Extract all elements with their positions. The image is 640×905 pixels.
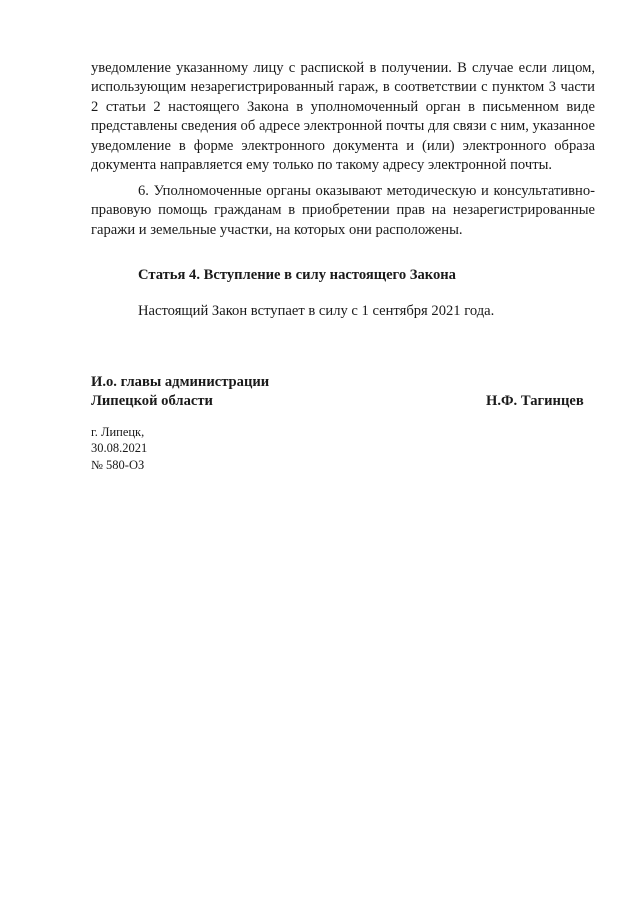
paragraph-6-text: 6. Уполномоченные органы оказывают методическую и консультативно-правовую помощь гражданам в приобретении прав на незарегистрированные гаражи и земельные участки, на которых они расположены. <box>91 183 595 238</box>
footer-date: 30.08.2021 <box>91 441 148 456</box>
paragraph-continuation-text: уведомление указанному лицу с распиской в получении. В случае если лицом, использующим незарегистрированный гараж, в соответствии с пунктом 3 части 2 статьи 2 настоящего Закона в уполномоченный орган в письменном виде представлены сведения об адресе электронной почты для связи с ним, указанное уведомление в форме электронного документа и (или) электронного образа документа направляется ему только по такому адресу электронной почты. <box>91 60 595 174</box>
article-body: Настоящий Закон вступает в силу с 1 сентября 2021 года. <box>138 303 495 319</box>
signature-title-line1: И.о. главы администрации <box>91 374 270 390</box>
signature-name: Н.Ф. Тагинцев <box>486 393 584 409</box>
signature-title <box>91 373 269 412</box>
paragraph-6 <box>91 182 595 240</box>
footer-number: № 580-ОЗ <box>91 457 145 472</box>
signature-title-line2: Липецкой области <box>91 393 213 410</box>
footer-meta <box>91 424 147 473</box>
footer-city: г. Липецк, <box>91 425 145 439</box>
article-heading: Статья 4. Вступление в силу настоящего Закона <box>138 267 456 283</box>
paragraph-continuation <box>91 59 595 175</box>
